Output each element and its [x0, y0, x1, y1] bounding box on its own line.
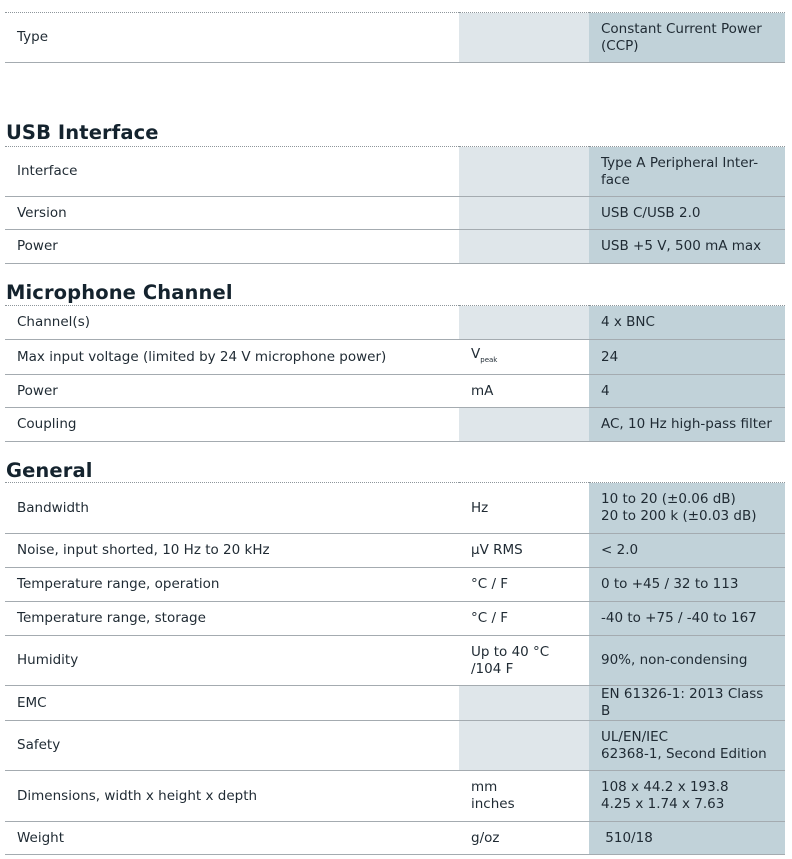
unit-cell: Hz — [459, 483, 589, 534]
table-row — [5, 306, 785, 340]
table-row — [5, 636, 785, 686]
section-title-microphone: Microphone Channel — [6, 281, 233, 304]
param-cell: Safety — [5, 721, 459, 771]
value-cell: 510/18 — [589, 822, 785, 855]
microphone-table — [5, 305, 785, 442]
value-cell: USB C/USB 2.0 — [589, 197, 785, 230]
table-row — [5, 147, 785, 197]
value-cell: 4 — [589, 375, 785, 408]
table-row — [5, 483, 785, 534]
value-cell: -40 to +75 / -40 to 167 — [589, 602, 785, 636]
unit-cell: mA — [459, 375, 589, 408]
unit-cell: $V_{peak}$ — [459, 340, 589, 375]
unit-cell: °C / F — [459, 602, 589, 636]
value-cell: 10 to 20 (±0.06 dB) 20 to 200 k (±0.03 dB) — [589, 483, 785, 534]
table-row — [5, 534, 785, 568]
param-cell: Dimensions, width x height x depth — [5, 771, 459, 822]
table-row — [5, 340, 785, 375]
value-cell: UL/EN/IEC 62368-1, Second Edition — [589, 721, 785, 771]
unit-cell — [459, 306, 589, 340]
value-cell: EN 61326-1: 2013 Class B — [589, 686, 785, 721]
param-cell: Humidity — [5, 636, 459, 686]
param-cell: Version — [5, 197, 459, 230]
param-cell: EMC — [5, 686, 459, 721]
usb-table — [5, 146, 785, 264]
unit-cell: °C / F — [459, 568, 589, 602]
general-table — [5, 482, 785, 855]
table-row — [5, 822, 785, 855]
table-row — [5, 13, 785, 63]
param-cell: Max input voltage (limited by 24 V microphone power) — [5, 340, 459, 375]
value-cell: < 2.0 — [589, 534, 785, 568]
unit-cell — [459, 408, 589, 442]
unit-cell — [459, 230, 589, 264]
value-cell: 24 — [589, 340, 785, 375]
value-cell: 90%, non-condensing — [589, 636, 785, 686]
value-cell: USB +5 V, 500 mA max — [589, 230, 785, 264]
param-cell: Channel(s) — [5, 306, 459, 340]
table-row — [5, 771, 785, 822]
value-cell: 108 x 44.2 x 193.8 4.25 x 1.74 x 7.63 — [589, 771, 785, 822]
value-cell: AC, 10 Hz high-pass filter — [589, 408, 785, 442]
param-cell: Interface — [5, 147, 459, 197]
type-table — [5, 12, 785, 63]
value-cell: 4 x BNC — [589, 306, 785, 340]
table-row — [5, 375, 785, 408]
unit-cell — [459, 721, 589, 771]
unit-cell: g/oz — [459, 822, 589, 855]
unit-cell: Up to 40 °C /104 F — [459, 636, 589, 686]
unit-cell — [459, 686, 589, 721]
param-cell: Weight — [5, 822, 459, 855]
param-cell: Temperature range, storage — [5, 602, 459, 636]
param-cell: Power — [5, 230, 459, 264]
table-row — [5, 230, 785, 264]
unit-cell — [459, 147, 589, 197]
table-row — [5, 686, 785, 721]
table-row — [5, 568, 785, 602]
table-row — [5, 602, 785, 636]
unit-cell: mm inches — [459, 771, 589, 822]
unit-cell: µV RMS — [459, 534, 589, 568]
param-cell: Coupling — [5, 408, 459, 442]
param-cell: Type — [5, 13, 459, 63]
param-cell: Temperature range, operation — [5, 568, 459, 602]
param-cell: Power — [5, 375, 459, 408]
unit-cell — [459, 197, 589, 230]
section-title-general: General — [6, 459, 93, 482]
value-cell: Type A Peripheral Inter- face — [589, 147, 785, 197]
param-cell: Bandwidth — [5, 483, 459, 534]
param-cell: Noise, input shorted, 10 Hz to 20 kHz — [5, 534, 459, 568]
value-cell: 0 to +45 / 32 to 113 — [589, 568, 785, 602]
value-cell: Constant Current Power (CCP) — [589, 13, 785, 63]
table-row — [5, 197, 785, 230]
table-row — [5, 408, 785, 442]
table-row — [5, 721, 785, 771]
section-title-usb: USB Interface — [6, 121, 159, 144]
unit-cell — [459, 13, 589, 63]
